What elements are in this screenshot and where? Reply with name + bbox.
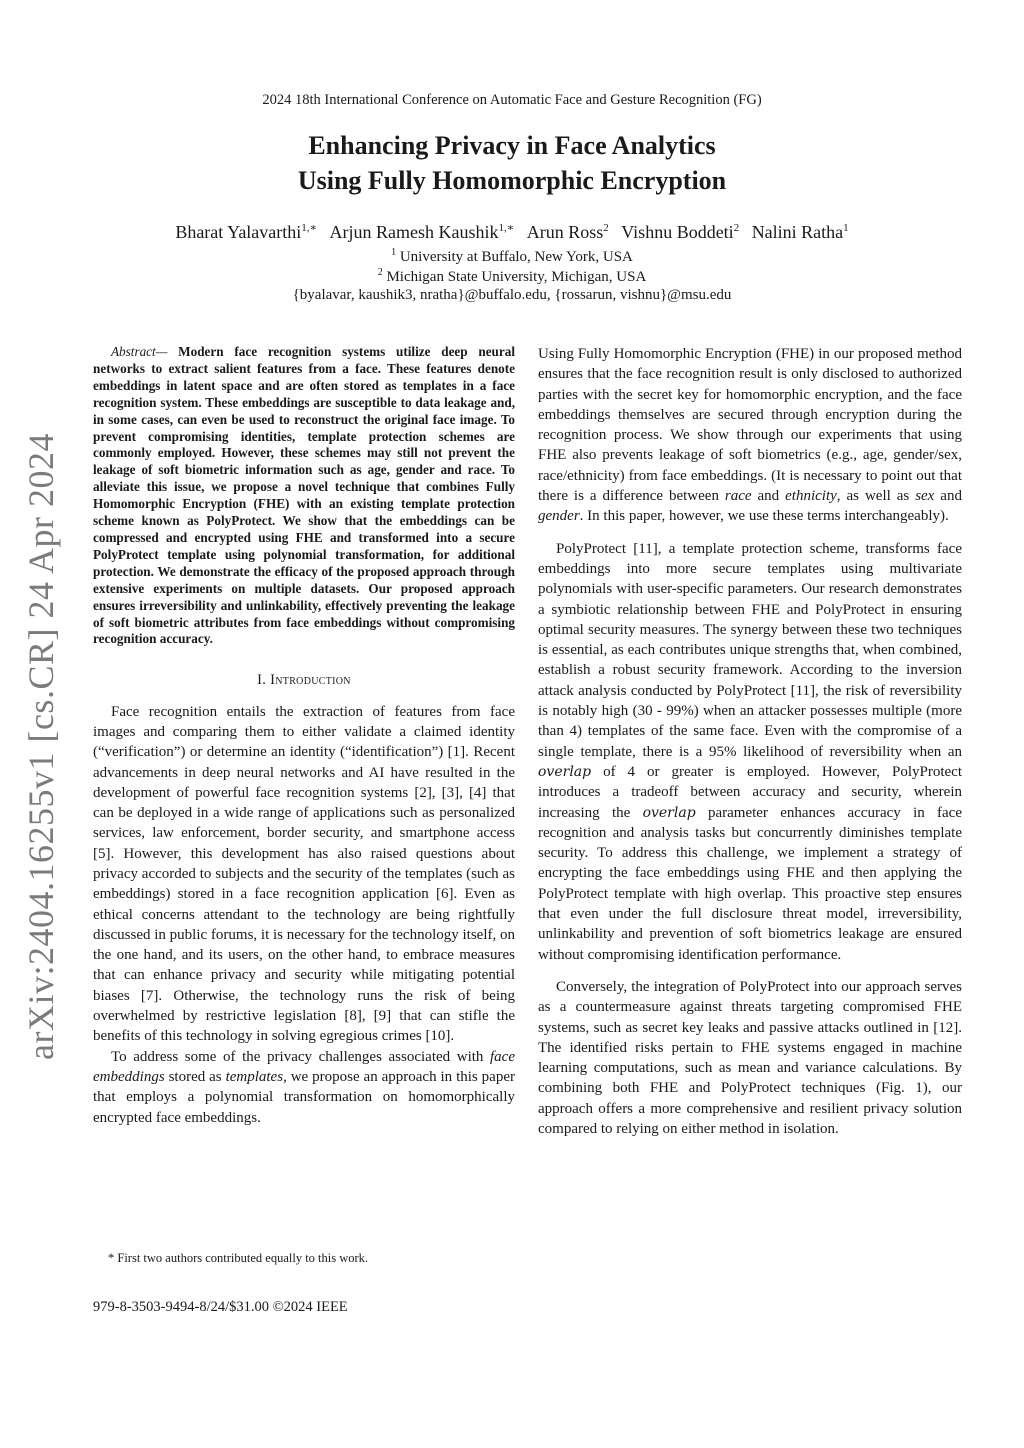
intro-paragraph-1: Face recognition entails the extraction of features from face images and comparing them to either validate a claimed identity (“verification”) or determine an identity (“identification”) [1]. Recent advancements in deep neural networks and AI have resulted in the development of powerful face recognition systems [2], [3], [4] that can be deployed in a wide range of applications such as personalized services, law enforcement, border security, and smartphone access [5]. However, this development has also raised questions about privacy accorded to subjects and the security of the templates (such as embeddings) stored in a face recognition application [6]. Even as ethical concerns attendant to the technology are being rightfully discussed in public forums, it is necessary for the technology itself, on the one hand, and its users, on the other hand, to embrace measures that can enhance privacy and security while mitigating potential biases [7]. Otherwise, the technology runs the risk of being overwhelmed by restrictive legislation [8], [9] that can stifle the benefits of this technology in solving egregious crimes [10]. (93, 703, 515, 1045)
intro-paragraph-2: To address some of the privacy challenges associated with face embeddings stored as templates, we propose an approach in this paper that employs a polynomial transformation on homomorphically encrypted face embeddings. (93, 1048, 515, 1126)
author-list (0, 217, 1024, 243)
left-column (93, 344, 515, 1128)
footnote: * First two authors contributed equally to this work. (108, 1251, 369, 1265)
author: Nalini Ratha$^1$ (751, 222, 849, 242)
author-emails: {byalavar, kaushik3, nratha}@buffalo.edu, {rossarun, vishnu}@msu.edu (292, 287, 732, 303)
author: Bharat Yalavarthi$^{1,∗}$ (175, 222, 318, 242)
copyright-notice: 979-8-3503-9494-8/24/$31.00 ©2024 IEEE (93, 1299, 348, 1315)
intro-paragraph-3: Using Fully Homomorphic Encryption (FHE) in our proposed method ensures that the face recognition result is only disclosed to authorized parties with the secret key for homomorphic encryption, and the face embeddings themselves are secured through encryption during the recognition process. We show through our experiments that using FHE also prevents leakage of soft biometrics (e.g., age, gender/sex, race/ethnicity) from face embeddings. (It is necessary to point out that there is a difference between race and ethnicity, as well as sex and gender. In this paper, however, we use these terms interchangeably). (538, 346, 962, 525)
arxiv-stamp: arXiv:2404.16255v1 [cs.CR] 24 Apr 2024 (21, 433, 61, 1060)
intro-paragraph-4: PolyProtect [11], a template protection scheme, transforms face embeddings into more secure templates using multivariate polynomials with user-specific parameters. Our research demonstrates a symbiotic relationship between FHE and PolyProtect in ensuring optimal security measures. The synergy between these two techniques is essential, as each contributes unique strengths that, when combined, establish a robust security framework. According to the inversion attack analysis conducted by PolyProtect [11], the risk of reversibility is notably high (30 - 99%) when an attacker possesses multiple (more than 4) templates of the same face. Even with the compromise of a single template, there is a 95% likelihood of reversibility when an overlap of 4 or greater is employed. However, PolyProtect introduces a tradeoff between accuracy and security, wherein increasing the overlap parameter enhances accuracy in face recognition and analysis tasks but concurrently diminishes template security. To address this challenge, we implement a strategy of encrypting the face embeddings using FHE and then applying the PolyProtect template with high overlap. This proactive step ensures that even under the full disclosure threat model, irreversibility, unlinkability and prevention of soft biometrics leakage are ensured without compromising identification performance. (538, 540, 962, 963)
affiliation-2: $^2$ Michigan State University, Michigan, USA (377, 267, 647, 285)
title-line-2: Using Fully Homomorphic Encryption (297, 166, 727, 195)
intro-paragraph-5: Conversely, the integration of PolyProtect into our approach serves as a countermeasure against threats targeting compromised FHE systems, such as secret key leaks and passive attacks outlined in [12]. The identified risks pertain to FHE systems engaged in machine learning computations, such as mean and variance calculations. By combining both FHE and PolyProtect techniques (Fig. 1), our approach offers a more comprehensive and resilient privacy solution compared to relying on either method in isolation. (538, 978, 962, 1137)
right-column (538, 344, 962, 1151)
affiliation-1: $^1$ University at Buffalo, New York, USA (391, 247, 633, 265)
author: Arun Ross$^2$ (526, 222, 609, 242)
paper-title (0, 128, 1024, 198)
author: Vishnu Boddeti$^2$ (621, 222, 740, 242)
conference-header: 2024 18th International Conference on Automatic Face and Gesture Recognition (FG) (262, 92, 762, 108)
author: Arjun Ramesh Kaushik$^{1,∗}$ (329, 222, 515, 242)
abstract: Abstract— Modern face recognition systems utilize deep neural networks to extract salient features from a face. These features denote embeddings in latent space and are often stored as templates in a face recognition system. These embeddings are susceptible to data leakage and, in some cases, can even be used to reconstruct the original face image. To prevent compromising identities, template protection schemes are commonly employed. However, these schemes may still not prevent the leakage of soft biometric information such as age, gender and race. To alleviate this issue, we propose a novel technique that combines Fully Homomorphic Encryption (FHE) with an existing template protection scheme known as PolyProtect. We show that the embeddings can be compressed and encrypted using FHE and transformed into a secure PolyProtect template using polynomial transformation, for additional protection. We demonstrate the efficacy of the proposed approach through extensive experiments on multiple datasets. Our proposed approach ensures irreversibility and unlinkability, effectively preventing the leakage of soft biometric attributes from face embeddings without compromising recognition accuracy. (93, 344, 515, 647)
section-heading: I. Introduction (257, 672, 351, 689)
title-line-1: Enhancing Privacy in Face Analytics (308, 131, 716, 160)
